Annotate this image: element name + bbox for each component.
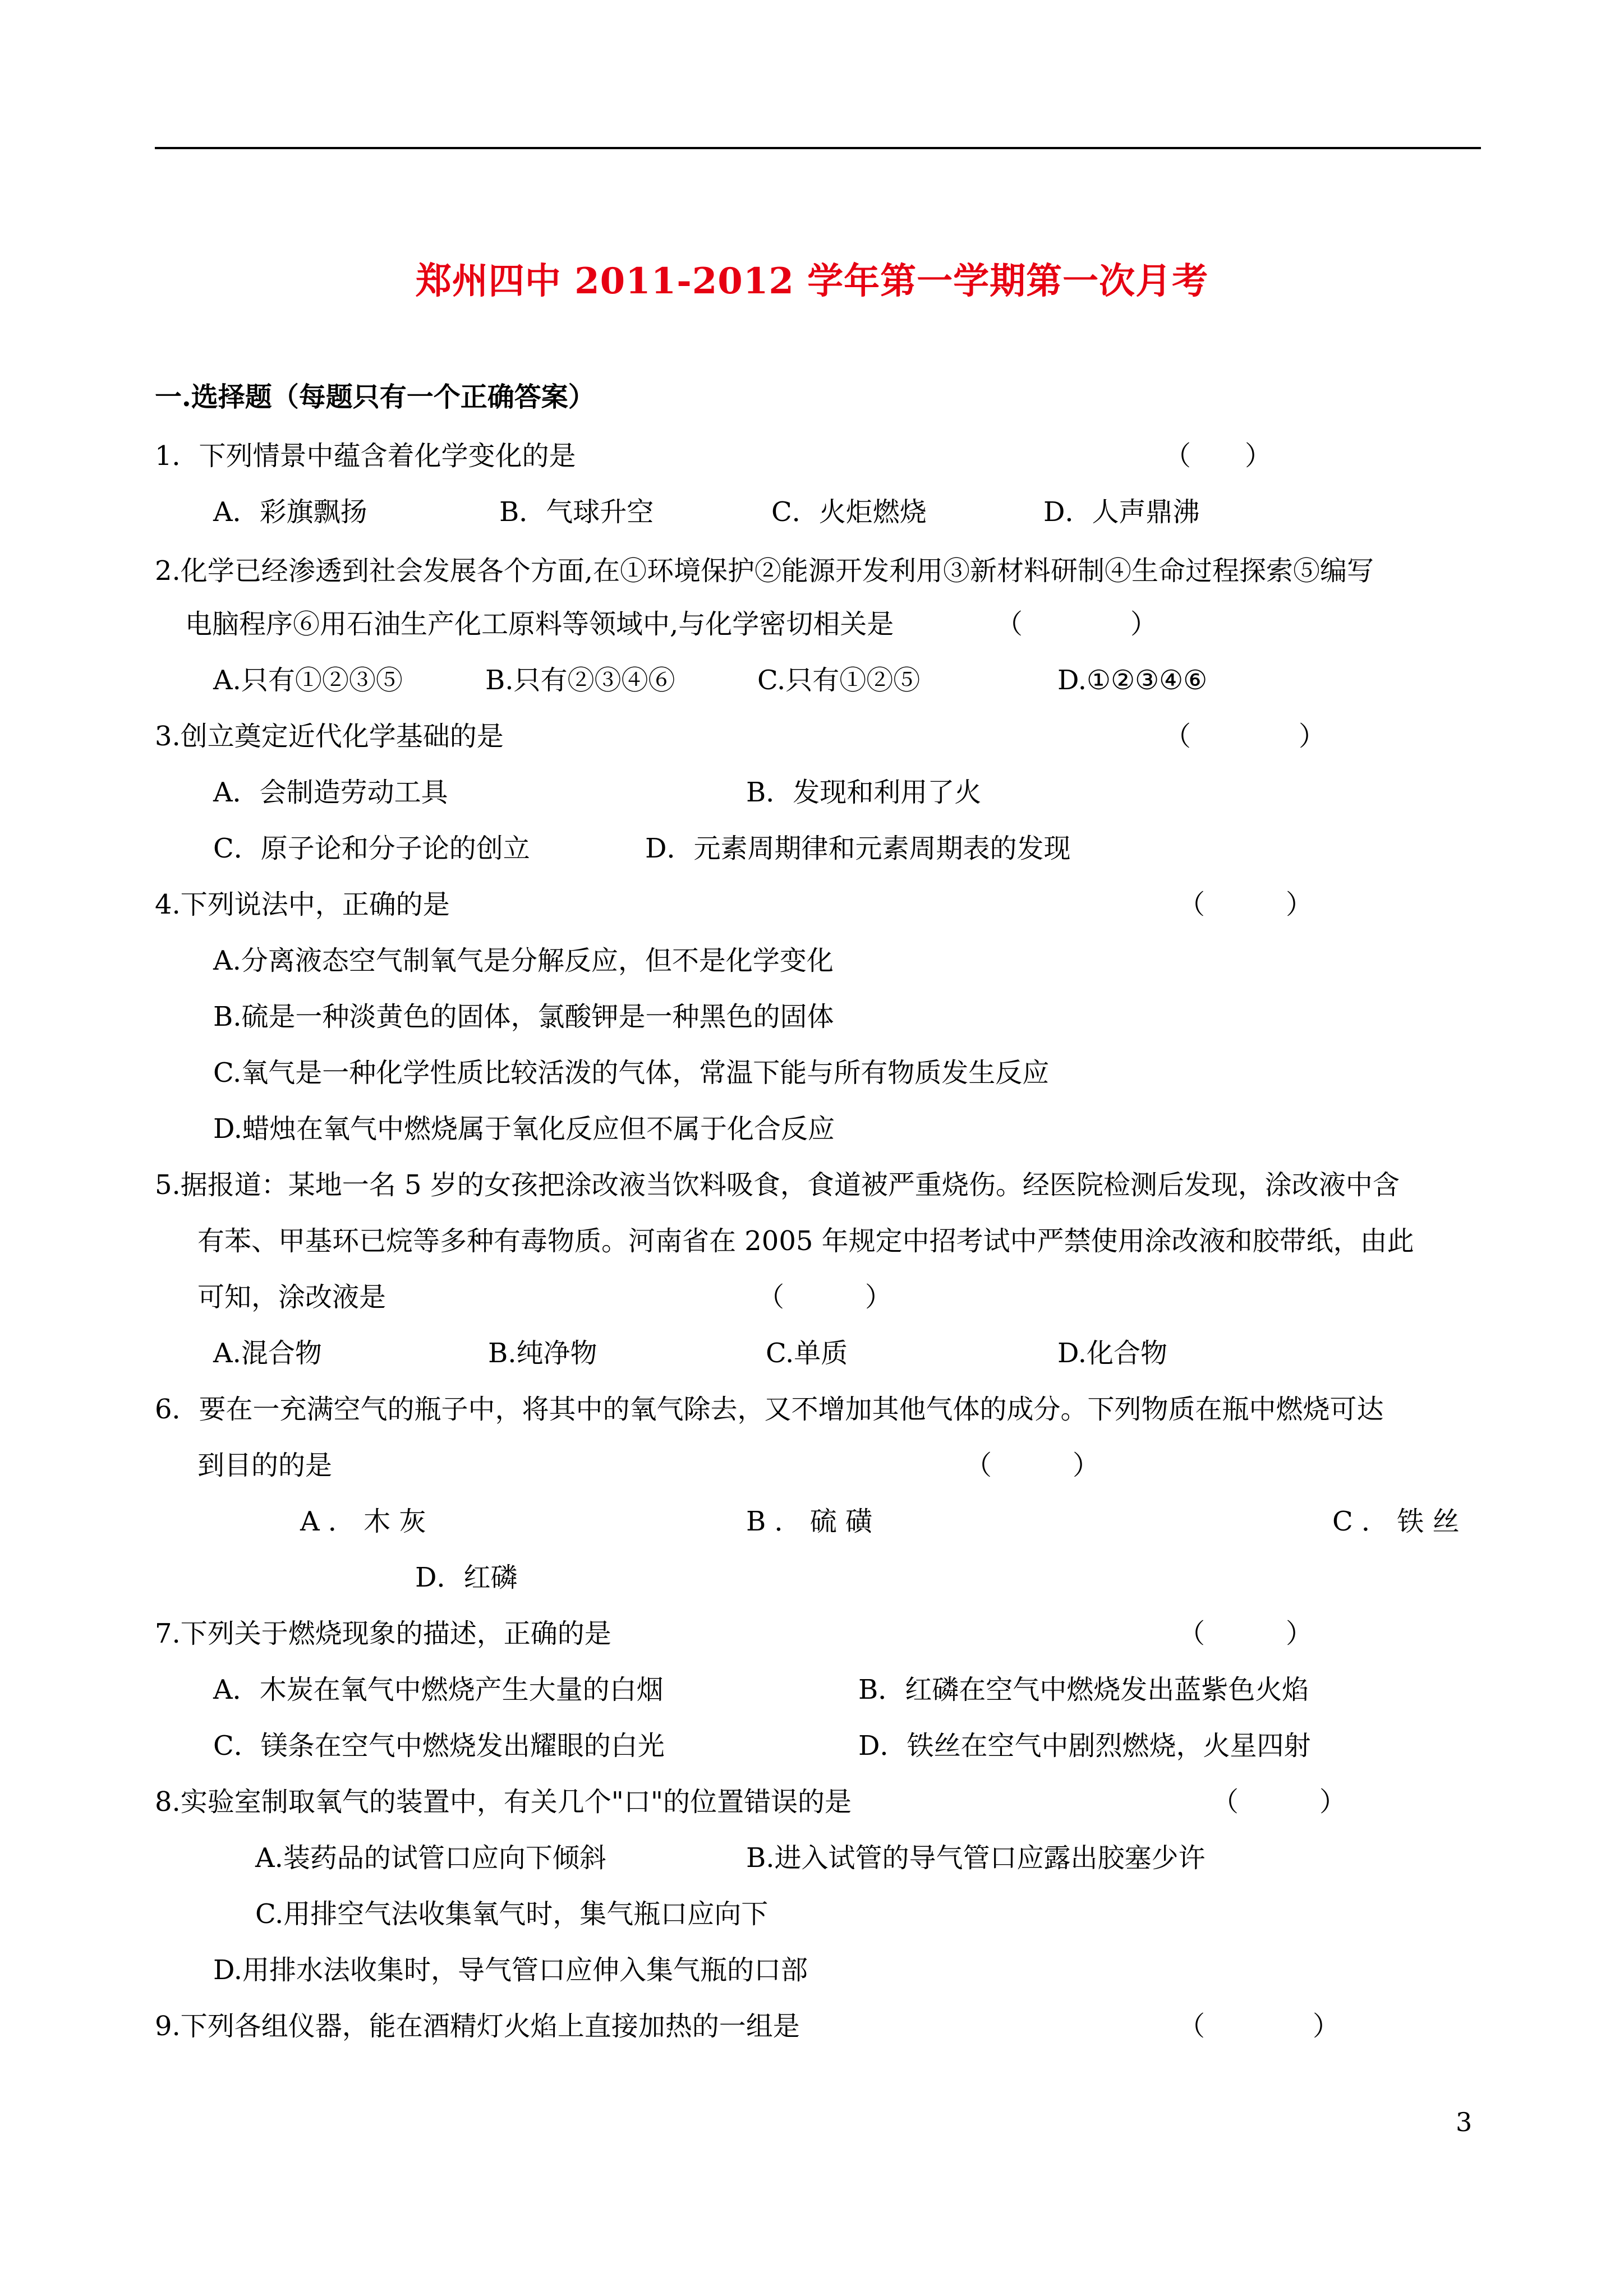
question-4-option-d: D.蜡烛在氧气中燃烧属于氧化反应但不属于化合反应 bbox=[213, 1113, 835, 1145]
question-7-option-d: D．铁丝在空气中剧烈燃烧，火星四射 bbox=[858, 1730, 1311, 1762]
question-9-answer-blank: （ ） bbox=[1178, 2011, 1340, 2042]
question-3-stem: 3.创立奠定近代化学基础的是 bbox=[155, 721, 504, 752]
question-2-option-b: B.只有②③④⑥ bbox=[485, 665, 675, 696]
question-7-option-b: B．红磷在空气中燃烧发出蓝紫色火焰 bbox=[858, 1674, 1309, 1705]
header-rule bbox=[155, 147, 1481, 149]
question-8-answer-blank: （ ） bbox=[1212, 1786, 1347, 1818]
question-2-option-a: A.只有①②③⑤ bbox=[213, 665, 403, 696]
question-9-stem: 9.下列各组仪器，能在酒精灯火焰上直接加热的一组是 bbox=[155, 2011, 800, 2042]
question-1-option-d: D．人声鼎沸 bbox=[1043, 496, 1200, 528]
question-5-option-a: A.混合物 bbox=[213, 1338, 322, 1369]
question-3-option-c: C．原子论和分子论的创立 bbox=[213, 833, 530, 864]
question-1-option-b: B．气球升空 bbox=[499, 496, 654, 528]
question-5-stem-line-1: 5.据报道：某地一名 5 岁的女孩把涂改液当饮料吸食，食道被严重烧伤。经医院检测后发现，涂改液中含 bbox=[155, 1169, 1400, 1201]
question-2-stem-line-1: 2.化学已经渗透到社会发展各个方面,在①环境保护②能源开发利用③新材料研制④生命过程探索⑤编写 bbox=[155, 555, 1374, 587]
question-8-stem: 8.实验室制取氧气的装置中，有关几个"口"的位置错误的是 bbox=[155, 1786, 852, 1818]
page-number: 3 bbox=[1456, 2107, 1473, 2137]
question-3-option-b: B．发现和利用了火 bbox=[746, 777, 982, 808]
question-5-stem-line-3: 可知，涂改液是 bbox=[197, 1281, 387, 1313]
question-5-option-b: B.纯净物 bbox=[488, 1338, 597, 1369]
question-2-option-d: D.①②③④⑥ bbox=[1057, 665, 1208, 696]
question-7-option-a: A．木炭在氧气中燃烧产生大量的白烟 bbox=[213, 1674, 664, 1705]
question-1-option-a: A．彩旗飘扬 bbox=[213, 496, 367, 528]
question-6-option-a: A ． 木 灰 bbox=[300, 1506, 426, 1537]
question-1-option-c: C．火炬燃烧 bbox=[771, 496, 927, 528]
question-8-option-b: B.进入试管的导气管口应露出胶塞少许 bbox=[746, 1842, 1206, 1874]
question-4-option-c: C.氧气是一种化学性质比较活泼的气体，常温下能与所有物质发生反应 bbox=[213, 1057, 1050, 1089]
question-8-option-a: A.装药品的试管口应向下倾斜 bbox=[255, 1842, 606, 1874]
question-2-option-c: C.只有①②⑤ bbox=[757, 665, 921, 696]
question-8-option-c: C.用排空气法收集氧气时，集气瓶口应向下 bbox=[255, 1898, 769, 1930]
question-5-option-d: D.化合物 bbox=[1057, 1338, 1168, 1369]
question-7-answer-blank: （ ） bbox=[1178, 1618, 1313, 1649]
question-4-stem: 4.下列说法中，正确的是 bbox=[155, 889, 450, 920]
question-6-stem-line-1: 6．要在一充满空气的瓶子中，将其中的氧气除去，又不增加其他气体的成分。下列物质在瓶中燃烧可达 bbox=[155, 1394, 1384, 1425]
question-4-option-b: B.硫是一种淡黄色的固体，氯酸钾是一种黑色的固体 bbox=[213, 1001, 834, 1032]
question-8-option-d: D.用排水法收集时，导气管口应伸入集气瓶的口部 bbox=[213, 1954, 808, 1986]
section-heading: 一.选择题（每题只有一个正确答案） bbox=[155, 381, 595, 413]
question-5-option-c: C.单质 bbox=[766, 1338, 848, 1369]
question-5-answer-blank: （ ） bbox=[757, 1281, 892, 1313]
question-6-answer-blank: （ ） bbox=[965, 1450, 1100, 1481]
question-6-option-b: B ． 硫 磺 bbox=[746, 1506, 873, 1537]
question-3-option-a: A．会制造劳动工具 bbox=[213, 777, 448, 808]
question-3-answer-blank: （ ） bbox=[1164, 721, 1326, 752]
question-4-answer-blank: （ ） bbox=[1178, 889, 1313, 920]
question-2-answer-blank: （ ） bbox=[996, 608, 1158, 640]
page-title: 郑州四中 2011-2012 学年第一学期第一次月考 bbox=[415, 260, 1209, 302]
question-3-option-d: D．元素周期律和元素周期表的发现 bbox=[645, 833, 1071, 864]
question-6-option-d: D．红磷 bbox=[415, 1562, 518, 1593]
question-5-stem-line-2: 有苯、甲基环已烷等多种有毒物质。河南省在 2005 年规定中招考试中严禁使用涂改液和胶带纸，由此 bbox=[197, 1225, 1414, 1257]
question-6-stem-line-2: 到目的的是 bbox=[197, 1450, 333, 1481]
question-1-stem: 1．下列情景中蕴含着化学变化的是 bbox=[155, 440, 576, 472]
question-7-stem: 7.下列关于燃烧现象的描述，正确的是 bbox=[155, 1618, 611, 1649]
question-2-stem-line-2: 电脑程序⑥用石油生产化工原料等领域中,与化学密切相关是 bbox=[185, 608, 894, 640]
question-7-option-c: C．镁条在空气中燃烧发出耀眼的白光 bbox=[213, 1730, 665, 1762]
question-6-option-c: C ． 铁 丝 bbox=[1332, 1506, 1460, 1537]
question-4-option-a: A.分离液态空气制氧气是分解反应，但不是化学变化 bbox=[213, 945, 834, 976]
question-1-answer-blank: （ ） bbox=[1164, 440, 1272, 472]
